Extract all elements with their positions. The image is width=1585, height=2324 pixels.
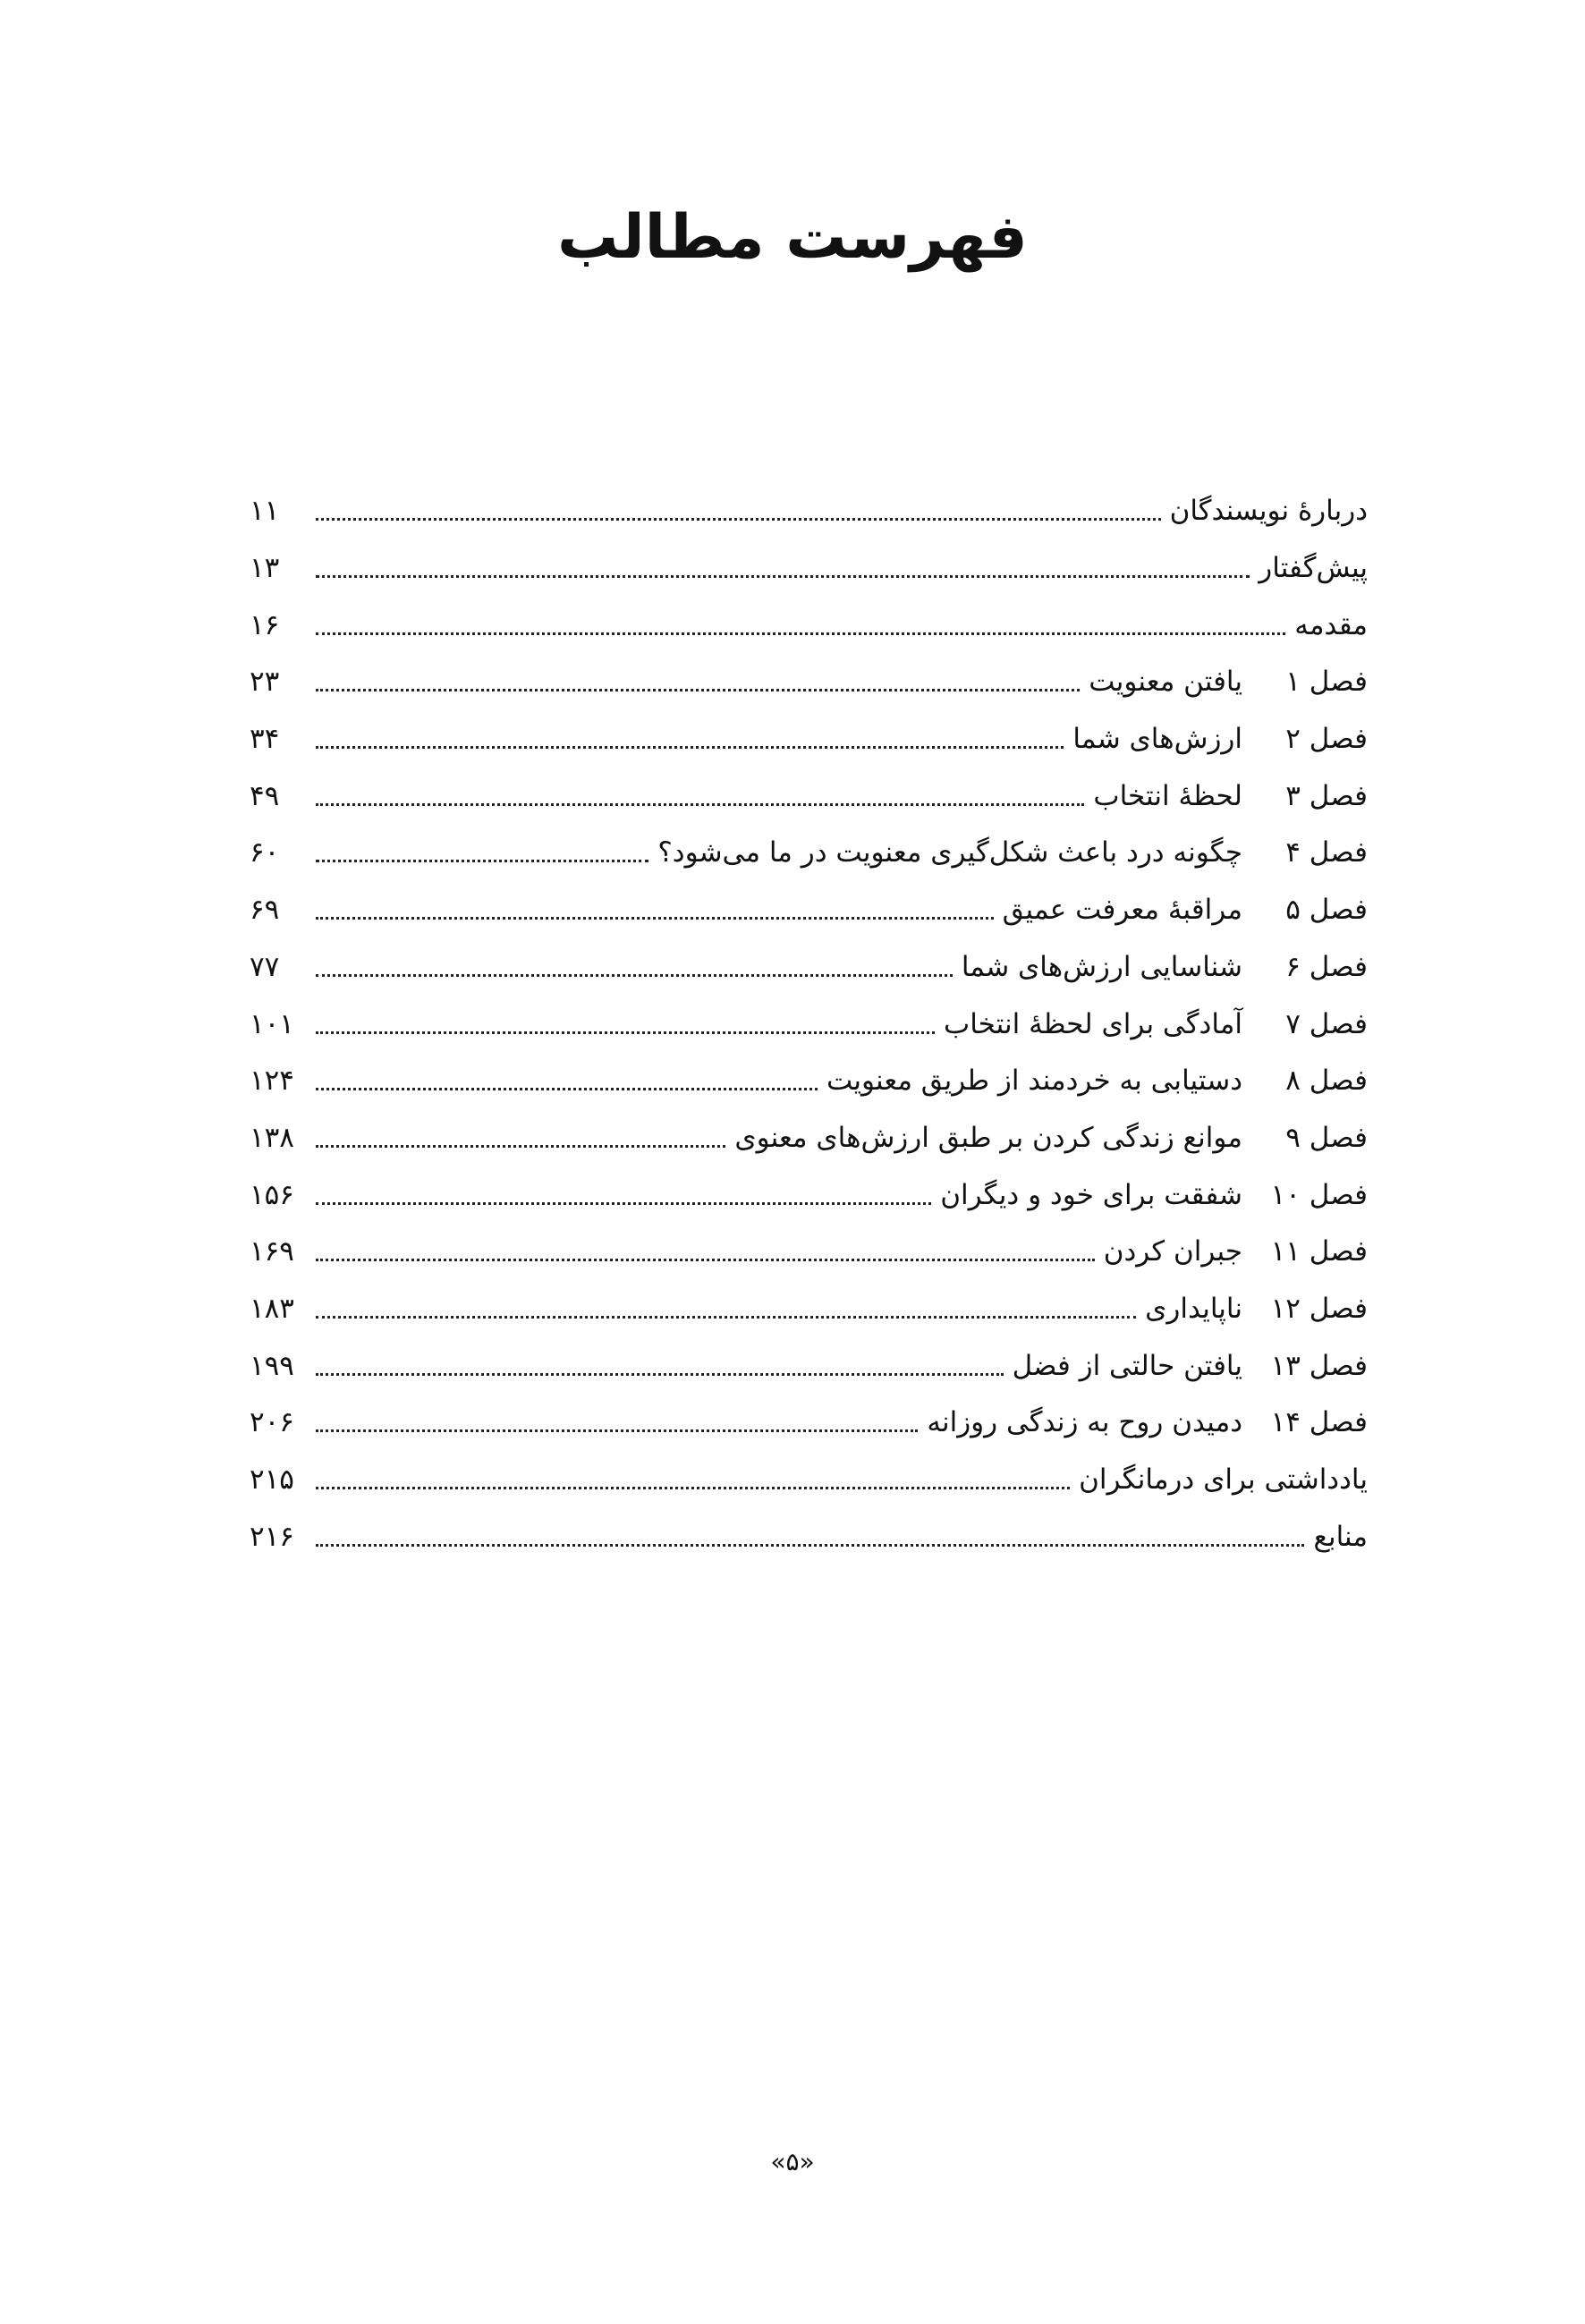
toc-entry[interactable] bbox=[250, 1395, 1368, 1452]
toc-entry-title: مراقبۀ معرفت عمیق bbox=[1002, 894, 1242, 927]
page-title: فهرست مطالب bbox=[557, 202, 1028, 273]
dot-leader bbox=[316, 1316, 1136, 1319]
dot-leader bbox=[316, 1429, 918, 1432]
dot-leader bbox=[316, 1487, 1070, 1489]
toc-chapter-number: فصل ۳ bbox=[1285, 779, 1368, 812]
toc-entry-title: چگونه درد باعث شکل‌گیری معنویت در ما می‌شود؟ bbox=[657, 836, 1242, 869]
toc-chapter-number: فصل ۱۳ bbox=[1270, 1349, 1368, 1382]
dot-leader bbox=[316, 1373, 1004, 1376]
toc-chapter-number: فصل ۷ bbox=[1285, 1007, 1368, 1040]
toc-entry-title: لحظۀ انتخاب bbox=[1093, 779, 1242, 812]
toc-chapter-number: فصل ۱۲ bbox=[1270, 1292, 1368, 1325]
dot-leader bbox=[316, 974, 953, 977]
toc-page-number: ۷۷ bbox=[250, 950, 280, 983]
toc-entry[interactable] bbox=[250, 540, 1368, 598]
toc-page-number: ۱۶ bbox=[250, 608, 280, 641]
toc-chapter-number: فصل ۱ bbox=[1285, 666, 1368, 699]
toc-entry-title: مقدمه bbox=[1294, 608, 1368, 641]
toc-entry-title: دمیدن روح به زندگی روزانه bbox=[927, 1406, 1242, 1439]
toc-entry[interactable] bbox=[250, 939, 1368, 997]
toc-entry[interactable] bbox=[250, 825, 1368, 882]
toc-page-number: ۲۰۶ bbox=[250, 1406, 294, 1439]
toc-entry[interactable] bbox=[250, 1110, 1368, 1167]
page-number: «۵» bbox=[770, 2147, 815, 2176]
toc-entry[interactable] bbox=[250, 654, 1368, 711]
toc-entry[interactable] bbox=[250, 1452, 1368, 1509]
dot-leader bbox=[316, 689, 1080, 691]
toc-page-number: ۴۹ bbox=[250, 779, 280, 812]
toc-page-number: ۳۴ bbox=[250, 723, 280, 756]
toc-entry-title: یافتن حالتی از فضل bbox=[1012, 1349, 1242, 1382]
dot-leader bbox=[316, 1145, 725, 1148]
toc-page-number: ۱۶۹ bbox=[250, 1235, 294, 1268]
dot-leader bbox=[316, 746, 1064, 749]
dot-leader bbox=[316, 917, 994, 920]
toc-chapter-number: فصل ۸ bbox=[1285, 1064, 1368, 1098]
table-of-contents bbox=[250, 483, 1368, 1565]
toc-entry-title: موانع زندگی کردن بر طبق ارزش‌های معنوی bbox=[734, 1121, 1242, 1154]
dot-leader bbox=[316, 1259, 1095, 1261]
toc-entry[interactable] bbox=[250, 882, 1368, 939]
toc-entry[interactable] bbox=[250, 1224, 1368, 1281]
toc-entry[interactable] bbox=[250, 597, 1368, 654]
toc-page-number: ۶۰ bbox=[250, 836, 280, 869]
toc-chapter-number: فصل ۱۱ bbox=[1270, 1235, 1368, 1268]
toc-entry-title: منابع bbox=[1313, 1520, 1368, 1553]
toc-entry-title: جبران کردن bbox=[1103, 1235, 1242, 1268]
toc-entry-title: پیش‌گفتار bbox=[1259, 552, 1368, 585]
toc-chapter-number: فصل ۲ bbox=[1285, 723, 1368, 756]
toc-page-number: ۱۳ bbox=[250, 552, 280, 585]
toc-page-number: ۱۳۸ bbox=[250, 1121, 294, 1154]
toc-chapter-number: فصل ۶ bbox=[1285, 950, 1368, 983]
dot-leader bbox=[316, 1088, 818, 1090]
toc-entry[interactable] bbox=[250, 1166, 1368, 1224]
toc-entry[interactable] bbox=[250, 768, 1368, 825]
toc-entry[interactable] bbox=[250, 1337, 1368, 1395]
toc-entry-title: شناسایی ارزش‌های شما bbox=[961, 950, 1242, 983]
toc-page-number: ۶۹ bbox=[250, 894, 280, 927]
dot-leader bbox=[316, 518, 1161, 521]
dot-leader bbox=[316, 1202, 931, 1205]
toc-entry[interactable] bbox=[250, 1508, 1368, 1565]
toc-entry[interactable] bbox=[250, 1053, 1368, 1110]
toc-entry-title: یادداشتی برای درمانگران bbox=[1079, 1463, 1368, 1497]
toc-chapter-number: فصل ۵ bbox=[1285, 894, 1368, 927]
toc-page-number: ۱۸۳ bbox=[250, 1292, 294, 1325]
toc-page-number: ۲۳ bbox=[250, 666, 280, 699]
toc-chapter-number: فصل ۴ bbox=[1285, 836, 1368, 869]
toc-chapter-number: فصل ۱۰ bbox=[1270, 1178, 1368, 1211]
toc-entry-title: ارزش‌های شما bbox=[1072, 723, 1242, 756]
dot-leader bbox=[316, 632, 1285, 635]
toc-entry[interactable] bbox=[250, 483, 1368, 540]
toc-page-number: ۲۱۵ bbox=[250, 1463, 294, 1497]
toc-entry-title: دستیابی به خردمند از طریق معنویت bbox=[826, 1064, 1242, 1098]
toc-entry-title: شفقت برای خود و دیگران bbox=[940, 1178, 1242, 1211]
toc-page-number: ۱۱ bbox=[250, 495, 280, 528]
dot-leader bbox=[316, 1031, 935, 1034]
dot-leader bbox=[316, 803, 1084, 806]
toc-entry[interactable] bbox=[250, 996, 1368, 1053]
toc-entry-title: دربارۀ نویسندگان bbox=[1169, 495, 1368, 528]
dot-leader bbox=[316, 575, 1250, 578]
toc-entry-title: ناپایداری bbox=[1145, 1292, 1242, 1325]
dot-leader bbox=[316, 1544, 1304, 1547]
toc-page-number: ۱۲۴ bbox=[250, 1064, 294, 1098]
dot-leader bbox=[316, 860, 648, 862]
toc-entry-title: آمادگی برای لحظۀ انتخاب bbox=[944, 1007, 1242, 1040]
toc-page-number: ۱۹۹ bbox=[250, 1349, 294, 1382]
toc-entry-title: یافتن معنویت bbox=[1089, 666, 1242, 699]
toc-page-number: ۱۰۱ bbox=[250, 1007, 294, 1040]
toc-page-number: ۲۱۶ bbox=[250, 1520, 294, 1553]
toc-entry[interactable] bbox=[250, 711, 1368, 768]
toc-chapter-number: فصل ۱۴ bbox=[1270, 1406, 1368, 1439]
toc-entry[interactable] bbox=[250, 1281, 1368, 1338]
toc-page-number: ۱۵۶ bbox=[250, 1178, 294, 1211]
toc-chapter-number: فصل ۹ bbox=[1285, 1121, 1368, 1154]
